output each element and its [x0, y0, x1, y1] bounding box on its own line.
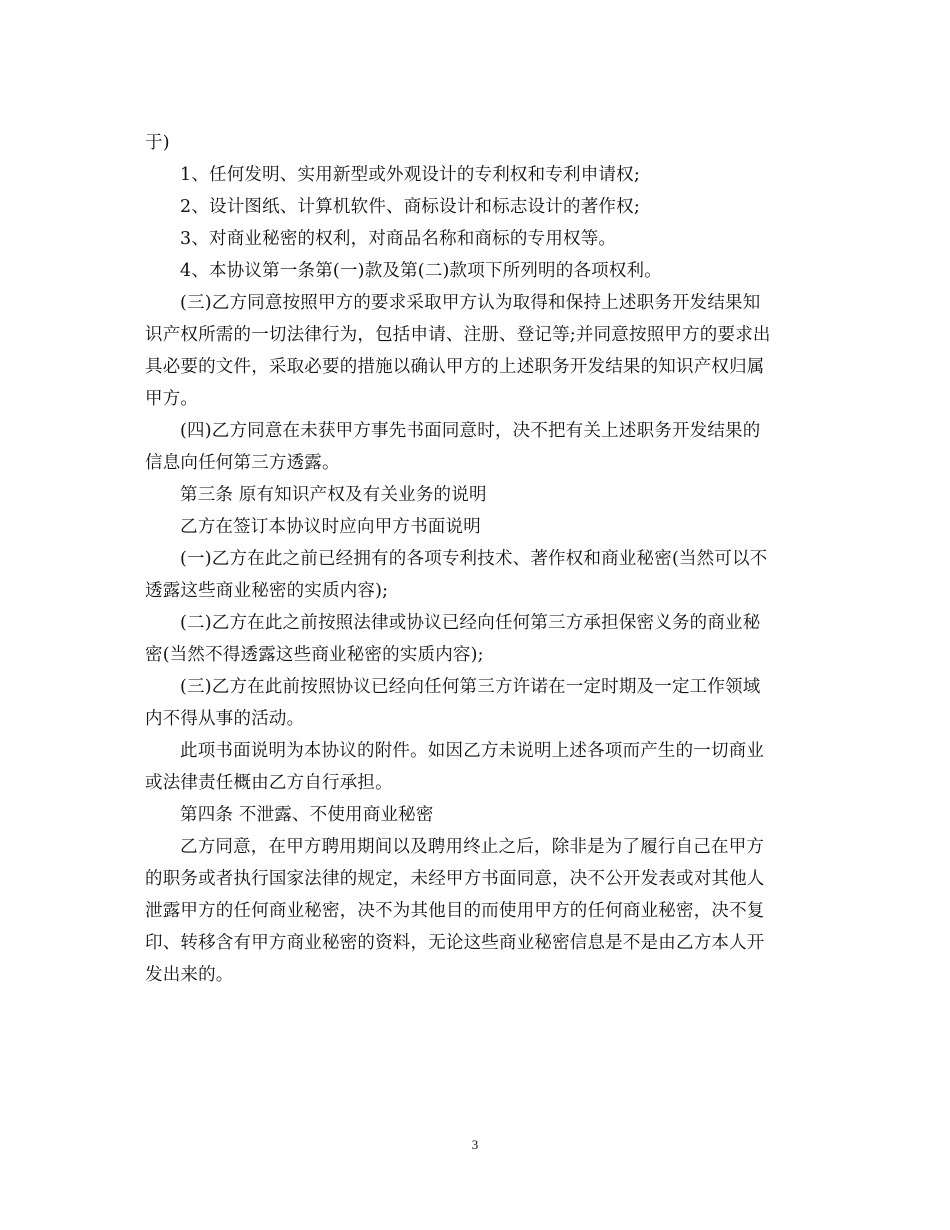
text-line: (一)乙方在此之前已经拥有的各项专利技术、著作权和商业秘密(当然可以不	[180, 549, 768, 569]
text-line: (二)乙方在此之前按照法律或协议已经向任何第三方承担保密义务的商业秘	[180, 613, 761, 633]
text-line: 第四条 不泄露、不使用商业秘密	[180, 805, 434, 825]
text-line: 甲方。	[145, 389, 199, 409]
text-line: (三)乙方在此前按照协议已经向任何第三方许诺在一定时期及一定工作领域	[180, 677, 761, 697]
text-line: 印、转移含有甲方商业秘密的资料，无论这些商业秘密信息是不是由乙方本人开	[145, 933, 765, 953]
text-line: 透露这些商业秘密的实质内容);	[145, 581, 389, 601]
text-line: 4、本协议第一条第(一)款及第(二)款项下所列明的各项权利。	[180, 261, 662, 281]
text-line: 泄露甲方的任何商业秘密，决不为其他目的而使用甲方的任何商业秘密，决不复	[145, 901, 765, 921]
text-line: 于)	[145, 133, 170, 153]
text-line: 乙方在签订本协议时应向甲方书面说明	[180, 517, 481, 537]
text-line: 信息向任何第三方透露。	[145, 453, 340, 473]
text-line: 内不得从事的活动。	[145, 709, 305, 729]
document-body	[145, 127, 810, 991]
text-line: 此项书面说明为本协议的附件。如因乙方未说明上述各项而产生的一切商业	[180, 741, 765, 761]
text-line: 乙方同意，在甲方聘用期间以及聘用终止之后，除非是为了履行自己在甲方	[180, 837, 765, 857]
text-line: 的职务或者执行国家法律的规定，未经甲方书面同意，决不公开发表或对其他人	[145, 869, 765, 889]
text-line: 密(当然不得透露这些商业秘密的实质内容);	[145, 645, 484, 665]
text-line: 发出来的。	[145, 965, 234, 985]
text-line: 1、任何发明、实用新型或外观设计的专利权和专利申请权;	[180, 165, 640, 185]
text-line: 识产权所需的一切法律行为，包括申请、注册、登记等;并同意按照甲方的要求出	[145, 325, 771, 345]
page-number: 3	[471, 1137, 479, 1152]
text-line: (三)乙方同意按照甲方的要求采取甲方认为取得和保持上述职务开发结果知	[180, 293, 761, 313]
text-line: 具必要的文件，采取必要的措施以确认甲方的上述职务开发结果的知识产权归属	[145, 357, 765, 377]
text-line: 3、对商业秘密的权利，对商品名称和商标的专用权等。	[180, 229, 617, 249]
text-line: 或法律责任概由乙方自行承担。	[145, 773, 393, 793]
text-line: 2、设计图纸、计算机软件、商标设计和标志设计的著作权;	[180, 197, 640, 217]
text-line: (四)乙方同意在未获甲方事先书面同意时，决不把有关上述职务开发结果的	[180, 421, 761, 441]
text-line: 第三条 原有知识产权及有关业务的说明	[180, 485, 487, 505]
